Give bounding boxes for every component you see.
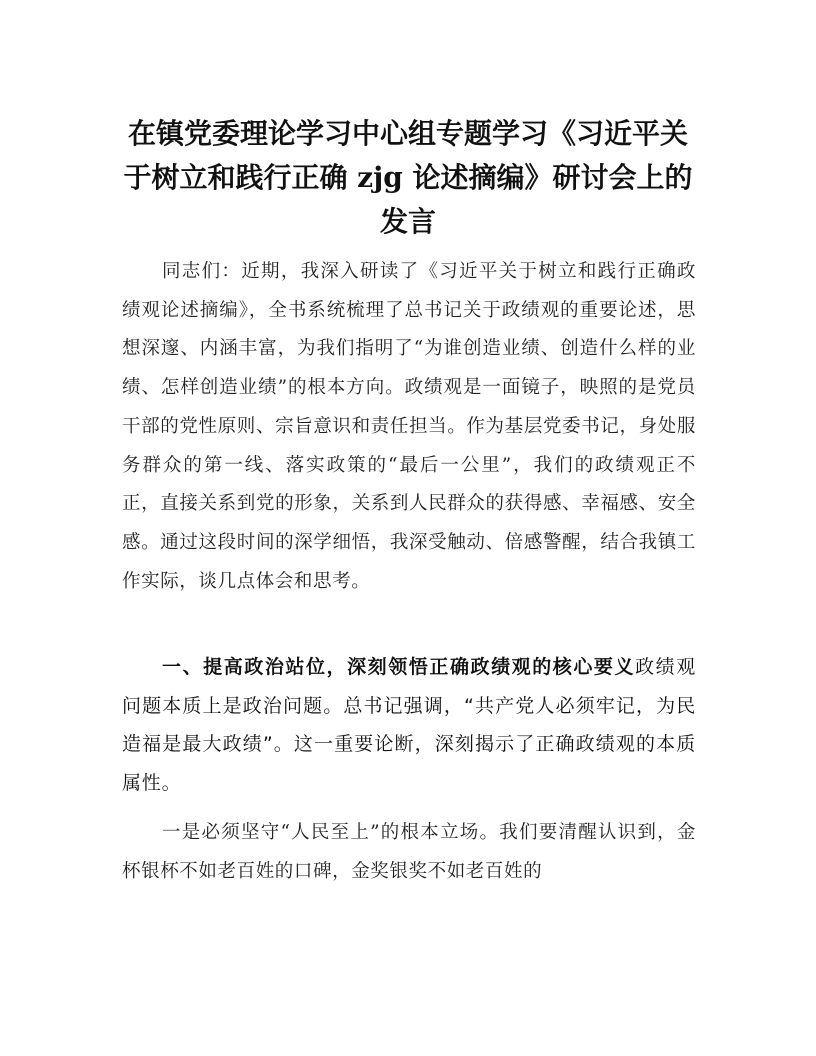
section-1-paragraph — [122, 648, 696, 802]
section-1-heading: 一、提高政治站位，深刻领悟正确政绩观的核心要义 — [162, 656, 636, 678]
document-title: 在镇党委理论学习中心组专题学习《习近平关于树立和践行正确 zjg 论述摘编》研讨会上的发言 — [123, 117, 693, 238]
section-1-text: 政绩观问题本质上是政治问题。总书记强调，“共产党人必须牢记，为民造福是最大政绩”。这一重要论断，深刻揭示了正确政绩观的本质属性。 — [122, 656, 696, 794]
opening-paragraph: 同志们：近期，我深入研读了《习近平关于树立和践行正确政绩观论述摘编》，全书系统梳理了总书记关于政绩观的重要论述，思想深邃、内涵丰富，为我们指明了“为谁创造业绩、创造什么样的业绩、怎样创造业绩”的根本方向。政绩观是一面镜子，映照的是党员干部的党性原则、宗旨意识和责任担当。作为基层党委书记，身处服务群众的第一线、落实政策的“最后一公里”，我们的政绩观正不正，直接关系到党的形象，关系到人民群众的获得感、幸福感、安全感。通过这段时间的深学细悟，我深受触动、倍感警醒，结合我镇工作实际，谈几点体会和思考。 — [122, 261, 696, 592]
point-1-paragraph: 一是必须坚守“人民至上”的根本立场。我们要清醒认识到，金杯银杯不如老百姓的口碑，金奖银奖不如老百姓的 — [122, 822, 696, 882]
